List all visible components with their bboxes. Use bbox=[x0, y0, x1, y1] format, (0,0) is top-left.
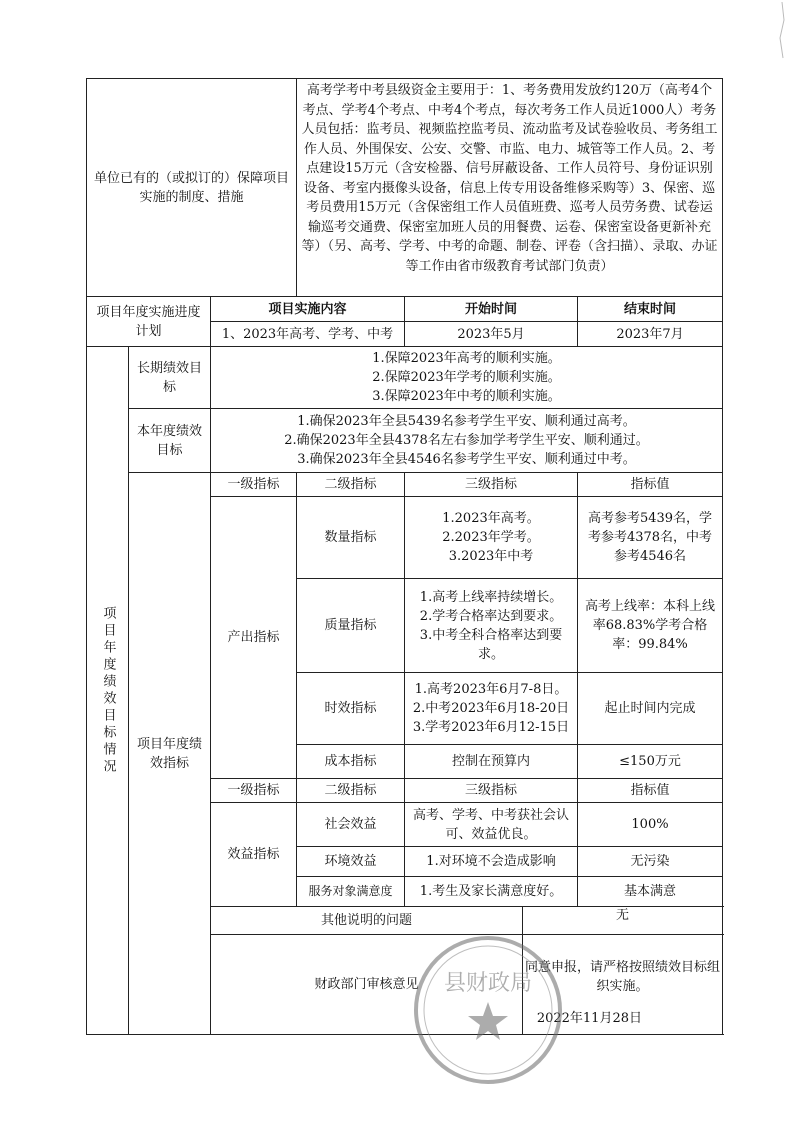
annual-label: 本年度绩效目标 bbox=[129, 409, 211, 473]
benefit-header-l3: 三级指标 bbox=[405, 779, 578, 803]
schedule-content: 1、2023年高考、学考、中考 bbox=[211, 322, 405, 347]
form-table bbox=[86, 78, 723, 1035]
timeliness-level2: 时效指标 bbox=[297, 673, 405, 745]
schedule-end: 2023年7月 bbox=[578, 322, 723, 347]
schedule-label: 项目年度实施进度计划 bbox=[87, 297, 211, 347]
list-item: 2.保障2023年学考的顺利实施。 bbox=[372, 370, 561, 385]
schedule-start: 2023年5月 bbox=[405, 322, 578, 347]
social-level2: 社会效益 bbox=[297, 803, 405, 847]
cost-value: ≤150万元 bbox=[578, 745, 723, 779]
quantity-value: 高考参考5439名，学考参考4378名，中考参考4546名 bbox=[578, 497, 723, 579]
satisfaction-value: 基本满意 bbox=[578, 877, 723, 907]
official-stamp bbox=[408, 930, 568, 1090]
schedule-header-content: 项目实施内容 bbox=[211, 297, 405, 322]
finance-opinion: 同意申报，请严格按照绩效目标组织实施。 bbox=[524, 959, 720, 994]
stamp-text: 县财政局 bbox=[443, 971, 533, 996]
quantity-level3: 1.2023年高考。 2.2023年学考。 3.2023年中考 bbox=[405, 497, 578, 579]
other-value: 无 bbox=[523, 907, 723, 935]
list-item: 2.确保2023年全县4378名左右参加学考学生平安、顺利通过。 bbox=[284, 433, 649, 448]
long-term-label: 长期绩效目标 bbox=[129, 347, 211, 409]
environment-level2: 环境效益 bbox=[297, 847, 405, 877]
benefit-header-value: 指标值 bbox=[578, 779, 723, 803]
indicator-header-l3: 三级指标 bbox=[405, 473, 578, 497]
timeliness-value: 起止时间内完成 bbox=[578, 673, 723, 745]
quantity-level2: 数量指标 bbox=[297, 497, 405, 579]
performance-form bbox=[86, 78, 722, 1035]
finance-label: 财政部门审核意见 bbox=[211, 935, 523, 1035]
list-item: 3.保障2023年中考的顺利实施。 bbox=[372, 389, 561, 404]
schedule-header-end: 结束时间 bbox=[578, 297, 723, 322]
indicator-header-l1: 一级指标 bbox=[211, 473, 297, 497]
cost-level3: 控制在预算内 bbox=[405, 745, 578, 779]
environment-level3: 1.对环境不会造成影响 bbox=[405, 847, 578, 877]
indicator-header-l2: 二级指标 bbox=[297, 473, 405, 497]
annual-goals bbox=[211, 409, 723, 473]
social-level3: 高考、学考、中考获社会认可、效益优良。 bbox=[405, 803, 578, 847]
goals-section-label: 项目年度绩效目标情况 bbox=[87, 347, 129, 1035]
output-level1: 产出指标 bbox=[211, 497, 297, 779]
finance-date: 2022年11月28日 bbox=[536, 1010, 642, 1026]
other-label: 其他说明的问题 bbox=[211, 907, 523, 935]
indicators-label: 项目年度绩效指标 bbox=[129, 473, 211, 1035]
satisfaction-level3: 1.考生及家长满意度好。 bbox=[405, 877, 578, 907]
guarantee-label: 单位已有的（或拟订的）保障项目实施的制度、措施 bbox=[87, 79, 297, 297]
list-item: 3.确保2023年全县4546名参考学生平安、顺利通过中考。 bbox=[297, 452, 636, 467]
benefit-header-l2: 二级指标 bbox=[297, 779, 405, 803]
cost-level2: 成本指标 bbox=[297, 745, 405, 779]
environment-value: 无污染 bbox=[578, 847, 723, 877]
timeliness-level3: 1.高考2023年6月7-8日。 2.中考2023年6月18-20日 3.学考2023年6月12-15日 bbox=[405, 673, 578, 745]
quality-level2: 质量指标 bbox=[297, 579, 405, 673]
schedule-header-start: 开始时间 bbox=[405, 297, 578, 322]
quality-level3: 1.高考上线率持续增长。 2.学考合格率达到要求。 3.中考全科合格率达到要求。 bbox=[405, 579, 578, 673]
scan-mark bbox=[770, 0, 794, 60]
quality-value: 高考上线率：本科上线率68.83%学考合格率：99.84% bbox=[578, 579, 723, 673]
social-value: 100% bbox=[578, 803, 723, 847]
indicator-header-value: 指标值 bbox=[578, 473, 723, 497]
benefit-header-l1: 一级指标 bbox=[211, 779, 297, 803]
list-item: 1.保障2023年高考的顺利实施。 bbox=[372, 351, 561, 366]
satisfaction-level2: 服务对象满意度 bbox=[297, 877, 405, 907]
list-item: 1.确保2023年全县5439名参考学生平安、顺利通过高考。 bbox=[297, 414, 636, 429]
long-term-goals bbox=[211, 347, 723, 409]
benefit-level1: 效益指标 bbox=[211, 803, 297, 907]
guarantee-text: 高考学考中考县级资金主要用于：1、考务费用发放约120万（高考4个考点、学考4个考点、中考4个考点，每次考务工作人员近1000人）考务人员包括：监考员、视频监控监考员、流动监考及试卷验收员、考务组工作人员、外围保安、公安、交警、市监、电力、城管等工作人员。2、考点建设15万元（含安检器、信号屏蔽设备、工作人员符号、身份证识别设备、考室内摄像头设备，信息上传专用设备维修采购等）3、保密、巡考员费用15万元（含保密组工作人员值班费、巡考人员劳务费、试卷运输巡考交通费、保密室加班人员的用餐费、运卷、保密室设备更新补充等）（另、高考、学考、中考的命题、制卷、评卷（含扫描）、录取、办证等工作由省市级教育考试部门负责） bbox=[297, 79, 723, 297]
